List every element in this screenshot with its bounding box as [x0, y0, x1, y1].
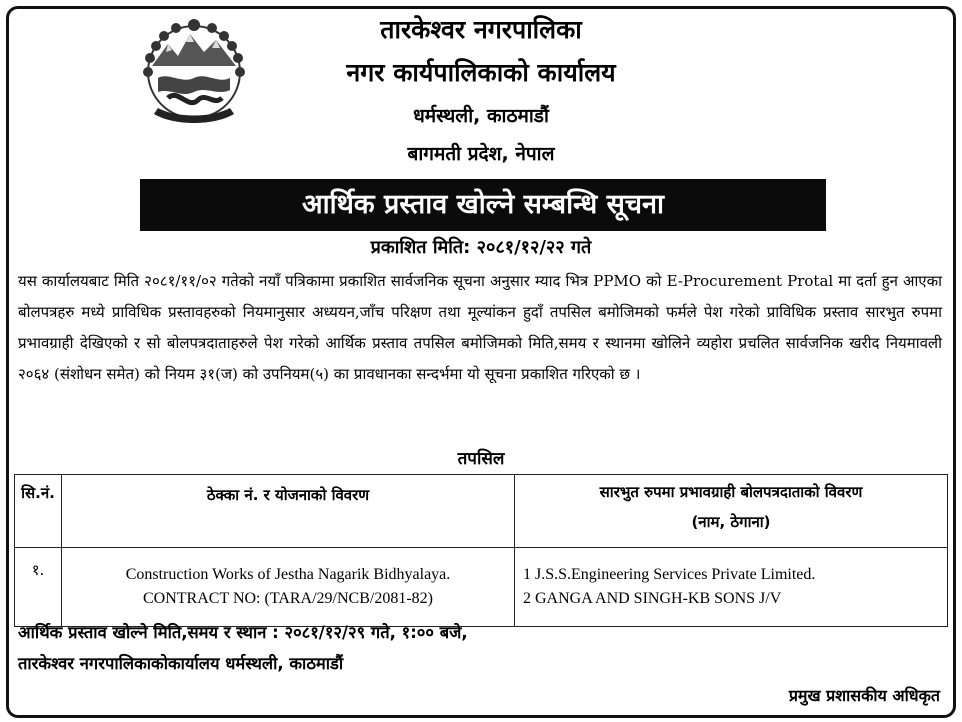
col-bidder-header-line2: (नाम, ठेगाना): [691, 513, 771, 531]
col-project-header: ठेक्का नं. र योजनाको विवरण: [62, 475, 515, 548]
municipality-name: तारकेश्वर नगरपालिका: [380, 15, 582, 44]
col-sn-header: सि.नं.: [15, 475, 62, 548]
province-name: बागमती प्रदेश, नेपाल: [407, 143, 555, 165]
signatory: प्रमुख प्रशासकीय अधिकृत: [788, 686, 940, 705]
office-address: धर्मस्थली, काठमाडौं: [413, 105, 549, 127]
notice-title: आर्थिक प्रस्ताव खोल्ने सम्बन्धि सूचना: [140, 179, 826, 231]
notice-body: यस कार्यालयबाट मिति २०८१/११/०२ गतेको नयाँ पत्रिकामा प्रकाशित सार्वजनिक सूचना अनुसार म्याद भित्र PPMO को E-Procurement Protal मा दर्ता हुन आएका बोलपत्रहरु मध्ये प्राविधिक प्रस्तावहरुको नियमानुसार अध्ययन,जाँच परिक्षण तथा मूल्यांकन हुदाँ तपसिल बमोजिमको फर्मले पेश गरेको प्राविधिक प्रस्ताव सारभुत रुपमा प्रभावग्राही देखिएको र सो बोलपत्रदाताहरुले पेश गरेको आर्थिक प्रस्ताव तपसिल बमोजिमको मिति,समय र स्थानमा खोलिने व्यहोरा प्रचलित सार्वजनिक खरीद नियमावली २०६४ (संशोधन समेत) को नियम ३१(ज) को उपनियम(५) का प्रावधानका सन्दर्भमा यो सूचना प्रकाशित गरिएको छ ।: [18, 272, 942, 383]
bidder-1: 1 J.S.S.Engineering Services Private Limited.: [523, 566, 816, 583]
bidder-table: [14, 474, 948, 627]
published-date: प्रकाशित मिति: २०८१/१२/२२ गते: [370, 237, 592, 258]
col-bidder-header-line1: सारभुत रुपमा प्रभावग्राही बोलपत्रदाताको विवरण: [599, 483, 863, 501]
col-bidder-header: [515, 475, 948, 548]
row-project: [62, 548, 515, 627]
row-bidders: [515, 548, 948, 627]
row-sn: १.: [15, 548, 62, 627]
office-name: नगर कार्यपालिकाको कार्यालय: [346, 58, 616, 87]
project-description: Construction Works of Jestha Nagarik Bidhyalaya.: [125, 566, 451, 583]
schedule-heading: तपसिल: [457, 449, 505, 469]
opening-location: तारकेश्वर नगरपालिकाकोकार्यालय धर्मस्थली, काठमाडौं: [18, 654, 344, 673]
table-row: [15, 548, 948, 627]
bidder-2: 2 GANGA AND SINGH-KB SONS J/V: [523, 590, 782, 607]
contract-number: CONTRACT NO: (TARA/29/NCB/2081-82): [143, 590, 433, 607]
table-header-row: [15, 475, 948, 548]
opening-datetime: आर्थिक प्रस्ताव खोल्ने मिति,समय र स्थान : २०८१/१२/२९ गते, १:०० बजे,: [18, 623, 468, 642]
